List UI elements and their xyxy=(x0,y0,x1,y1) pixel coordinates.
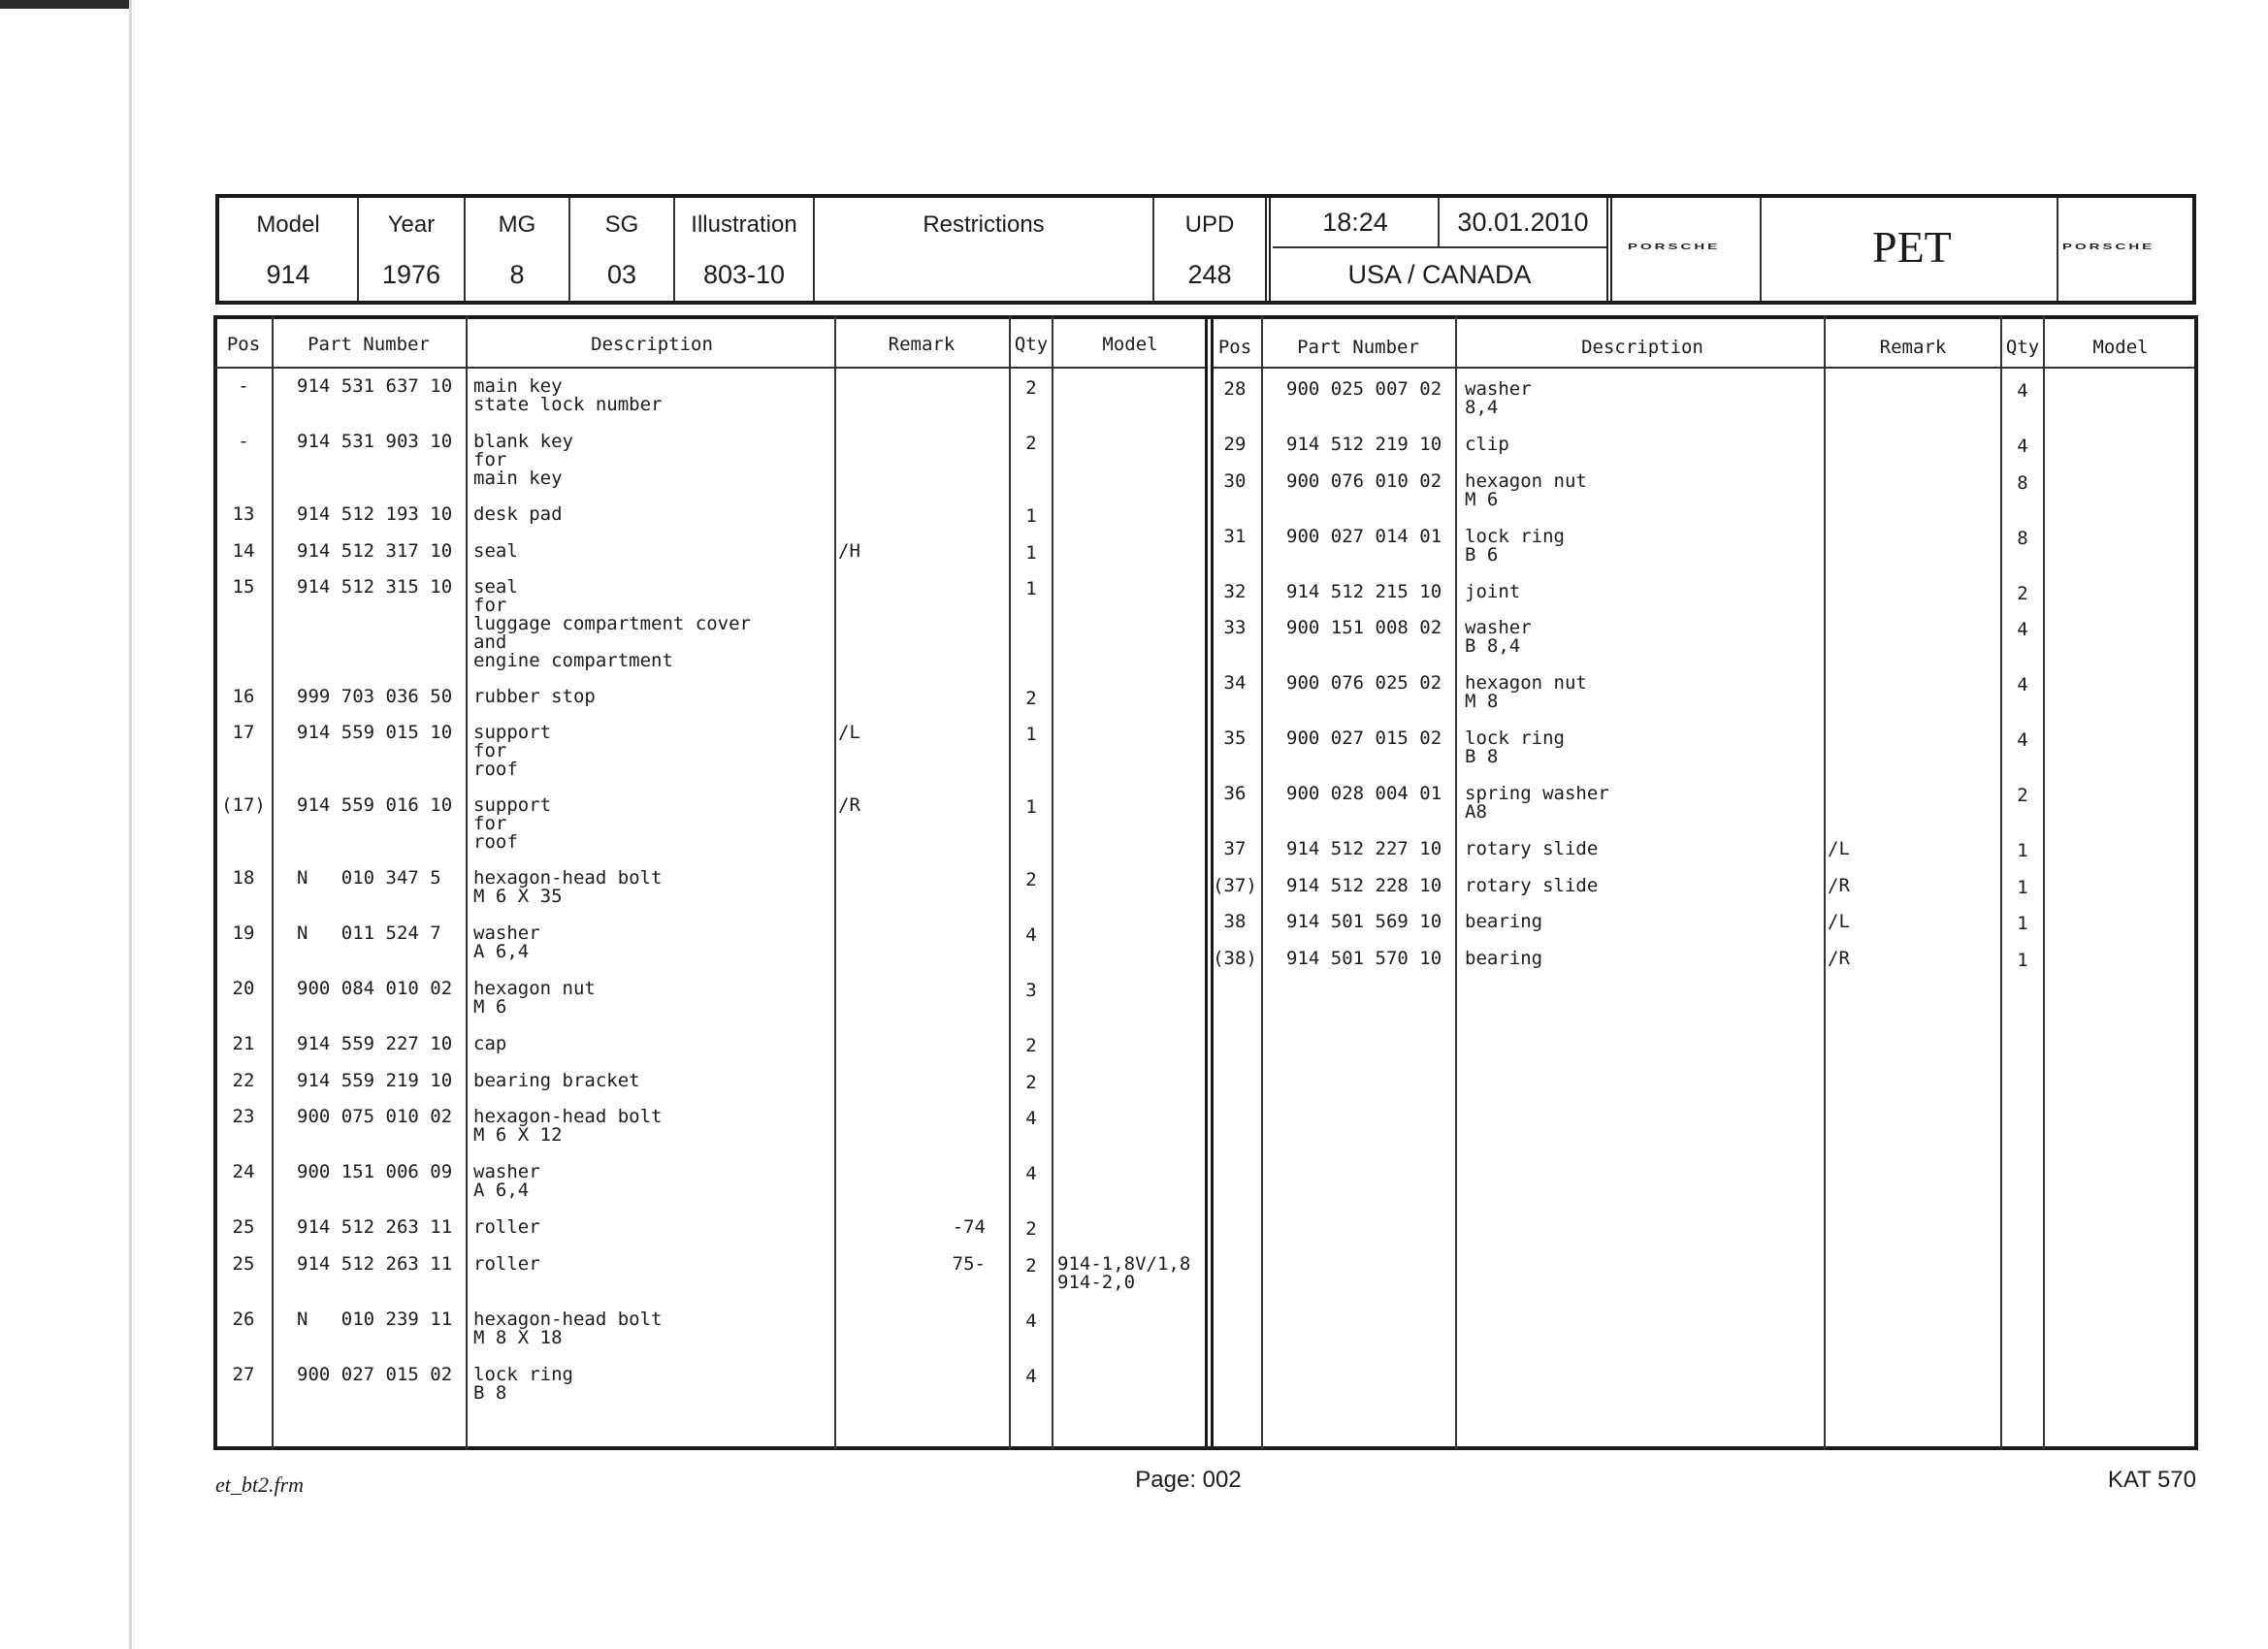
header-cell-year xyxy=(359,198,466,301)
cell-qty: 4 xyxy=(2017,619,2028,640)
left-column-header-remark: Remark xyxy=(888,334,956,355)
cell-pos: 16 xyxy=(232,685,255,707)
app-name: PET xyxy=(1872,222,1952,272)
illustration-value: 803-10 xyxy=(702,260,786,289)
time-value: 18:24 xyxy=(1322,208,1388,237)
header-cell-mg xyxy=(466,198,570,301)
cell-model: 914-1,8V/1,8 914-2,0 xyxy=(1057,1252,1191,1293)
cell-part: 914 501 570 10 xyxy=(1286,947,1442,969)
table-row[interactable] xyxy=(0,377,2268,418)
left-column-header-description: Description xyxy=(591,334,713,355)
region-value: USA / CANADA xyxy=(1347,260,1532,289)
cell-pos: - xyxy=(238,431,249,452)
catalog-number: KAT 570 xyxy=(2107,1467,2196,1493)
cell-desc: hexagon nut M 6 xyxy=(1465,469,1587,510)
cell-part: 900 027 015 02 xyxy=(1286,728,1442,749)
sg-value: 03 xyxy=(606,260,637,289)
cell-part: 914 512 215 10 xyxy=(1286,580,1442,602)
right-column-header-description: Description xyxy=(1581,337,1703,358)
cell-pos: 27 xyxy=(232,1363,255,1385)
table-row[interactable] xyxy=(0,1108,2268,1145)
cell-pos: 34 xyxy=(1223,672,1247,694)
date-cell xyxy=(1440,198,1606,248)
cell-part: 999 703 036 50 xyxy=(297,685,453,707)
cell-qty: 4 xyxy=(1025,1365,1037,1387)
cell-pos: 25 xyxy=(232,1252,255,1275)
cell-qty: 1 xyxy=(1025,578,1037,599)
header-cell-upd xyxy=(1154,198,1271,301)
form-name: et_bt2.frm xyxy=(215,1472,305,1497)
cell-desc: roller xyxy=(473,1252,540,1275)
cell-desc: hexagon nut M 6 xyxy=(473,978,596,1018)
cell-desc: bearing bracket xyxy=(473,1069,640,1091)
cell-desc: seal for luggage compartment cover and engine compartment xyxy=(473,576,751,671)
cell-desc: rubber stop xyxy=(473,685,596,707)
cell-desc: hexagon-head bolt M 6 X 35 xyxy=(473,867,663,907)
header-cell-illustration xyxy=(675,198,815,301)
time-cell xyxy=(1273,198,1440,248)
cell-pos: 22 xyxy=(232,1069,255,1091)
cell-qty: 2 xyxy=(1025,1218,1037,1240)
cell-part: 900 151 006 09 xyxy=(297,1161,453,1182)
cell-desc: spring washer A8 xyxy=(1465,783,1609,823)
cell-part: 914 501 569 10 xyxy=(1286,911,1442,932)
column-header-rule xyxy=(215,367,1205,369)
cell-desc: washer B 8,4 xyxy=(1465,617,1532,657)
cell-part: 914 512 219 10 xyxy=(1286,434,1442,455)
cell-qty: 1 xyxy=(2017,876,2028,898)
column-header-rule xyxy=(1214,367,2194,369)
table-row[interactable] xyxy=(0,619,2268,656)
cell-part: 914 512 193 10 xyxy=(297,503,453,525)
date-value: 30.01.2010 xyxy=(1457,208,1589,237)
table-row[interactable] xyxy=(0,1363,2268,1404)
cell-part: 914 512 228 10 xyxy=(1286,874,1442,896)
cell-pos: (17) xyxy=(221,794,266,816)
cell-qty: 2 xyxy=(1025,433,1037,454)
cell-pos: 24 xyxy=(232,1161,255,1182)
header-cell-sg xyxy=(570,198,675,301)
cell-pos: 35 xyxy=(1223,728,1247,749)
cell-part: 900 076 010 02 xyxy=(1286,469,1442,492)
cell-part: 914 531 903 10 xyxy=(297,431,453,452)
cell-remark: /L xyxy=(838,722,860,743)
right-column-header-part-number: Part Number xyxy=(1297,337,1419,358)
table-row[interactable] xyxy=(0,1069,2268,1093)
cell-qty: 4 xyxy=(1025,924,1037,946)
right-column-header-qty: Qty xyxy=(2005,337,2040,358)
cell-desc: bearing xyxy=(1465,911,1543,932)
cell-desc: main key state lock number xyxy=(473,375,663,415)
cell-qty: 2 xyxy=(1025,377,1037,399)
cell-qty: 8 xyxy=(2017,527,2028,549)
cell-qty: 4 xyxy=(1025,1310,1037,1332)
cell-pos: 33 xyxy=(1223,617,1247,638)
cell-part: 900 076 025 02 xyxy=(1286,672,1442,694)
cell-desc: washer A 6,4 xyxy=(473,1161,540,1201)
header-cell-model xyxy=(219,198,359,301)
cell-pos: 31 xyxy=(1223,525,1247,547)
cell-pos: 37 xyxy=(1223,838,1247,859)
table-row[interactable] xyxy=(0,469,2268,510)
cell-qty: 2 xyxy=(1025,1071,1037,1093)
brand-logo-right-cell xyxy=(2057,198,2192,301)
cell-desc: washer A 6,4 xyxy=(473,922,540,962)
table-row[interactable] xyxy=(0,980,2268,1017)
cell-part: N 010 347 5 xyxy=(297,867,441,889)
cell-qty: 4 xyxy=(2017,729,2028,751)
porsche-logo-left: PORSCHE xyxy=(1628,242,1721,252)
table-row[interactable] xyxy=(0,525,2268,566)
cell-remark: 75- xyxy=(952,1252,986,1275)
cell-qty: 2 xyxy=(1025,687,1037,709)
cell-qty: 1 xyxy=(1025,796,1037,818)
cell-desc: lock ring B 8 xyxy=(1465,728,1565,767)
cell-qty: 2 xyxy=(2017,785,2028,806)
cell-pos: 29 xyxy=(1223,434,1247,455)
cell-part: 914 559 015 10 xyxy=(297,722,453,743)
cell-desc: hexagon-head bolt M 8 X 18 xyxy=(473,1308,663,1348)
model-value: 914 xyxy=(266,260,310,289)
left-column-header-part-number: Part Number xyxy=(308,334,430,355)
upd-label: UPD xyxy=(1184,211,1235,238)
cell-desc: lock ring B 8 xyxy=(473,1363,573,1404)
table-row[interactable] xyxy=(0,433,2268,457)
cell-desc: washer 8,4 xyxy=(1465,378,1532,418)
cell-qty: 2 xyxy=(1025,869,1037,890)
cell-desc: support for roof xyxy=(473,794,552,853)
cell-part: 914 531 637 10 xyxy=(297,375,453,397)
cell-pos: 25 xyxy=(232,1216,255,1238)
cell-pos: 26 xyxy=(232,1308,255,1330)
cell-desc: cap xyxy=(473,1033,507,1054)
cell-part: 914 512 263 11 xyxy=(297,1252,453,1275)
cell-remark: /R xyxy=(1828,874,1850,896)
cell-pos: 15 xyxy=(232,576,255,598)
cell-part: 914 512 317 10 xyxy=(297,539,453,562)
right-column-header-pos: Pos xyxy=(1217,337,1252,358)
table-row[interactable] xyxy=(0,580,2268,604)
year-label: Year xyxy=(387,211,436,238)
cell-part: 900 151 008 02 xyxy=(1286,617,1442,638)
upd-value: 248 xyxy=(1187,260,1232,289)
page-number: Page: 002 xyxy=(1135,1467,1242,1493)
left-column-header-model: Model xyxy=(1102,334,1158,355)
cell-desc: rotary slide xyxy=(1465,874,1599,896)
cell-pos: 28 xyxy=(1223,378,1247,400)
table-row[interactable] xyxy=(0,1310,2268,1347)
cell-desc: support for roof xyxy=(473,722,552,780)
cell-remark: -74 xyxy=(952,1216,986,1238)
cell-desc: lock ring B 6 xyxy=(1465,525,1565,566)
cell-qty: 2 xyxy=(1025,1254,1037,1277)
cell-pos: 17 xyxy=(232,722,255,743)
cell-part: 914 512 315 10 xyxy=(297,576,453,598)
cell-part: 914 559 227 10 xyxy=(297,1033,453,1054)
cell-qty: 8 xyxy=(2017,471,2028,494)
right-column-header-remark: Remark xyxy=(1879,337,1947,358)
cell-desc: roller xyxy=(473,1216,540,1238)
cell-part: 914 559 016 10 xyxy=(297,794,453,816)
cell-pos: (37) xyxy=(1213,874,1257,896)
cell-desc: hexagon-head bolt M 6 X 12 xyxy=(473,1106,663,1146)
cell-qty: 4 xyxy=(2017,436,2028,457)
table-row[interactable] xyxy=(0,947,2268,971)
cell-desc: clip xyxy=(1465,434,1509,455)
mg-value: 8 xyxy=(509,260,525,289)
catalog-header xyxy=(215,194,2196,305)
cell-qty: 3 xyxy=(1025,980,1037,1001)
cell-qty: 1 xyxy=(1025,505,1037,527)
cell-part: 914 512 263 11 xyxy=(297,1216,453,1238)
cell-pos: 21 xyxy=(232,1033,255,1054)
cell-qty: 2 xyxy=(1025,1035,1037,1056)
table-row[interactable] xyxy=(0,785,2268,822)
left-column-header-pos: Pos xyxy=(226,334,261,355)
cell-remark: /L xyxy=(1828,911,1850,932)
cell-qty: 4 xyxy=(1025,1108,1037,1129)
cell-pos: 19 xyxy=(232,922,255,944)
cell-pos: 38 xyxy=(1223,911,1247,932)
cell-pos: 32 xyxy=(1223,580,1247,602)
cell-desc: seal xyxy=(473,539,518,562)
cell-part: 914 512 227 10 xyxy=(1286,838,1442,859)
sg-label: SG xyxy=(604,211,639,238)
cell-pos: 14 xyxy=(232,539,255,562)
cell-remark: /L xyxy=(1828,838,1850,859)
session-info-block xyxy=(1273,198,1612,301)
cell-desc: bearing xyxy=(1465,947,1543,969)
cell-pos: 20 xyxy=(232,978,255,999)
restrictions-label: Restrictions xyxy=(923,211,1045,238)
table-row[interactable] xyxy=(0,729,2268,766)
cell-qty: 4 xyxy=(1025,1163,1037,1184)
cell-qty: 1 xyxy=(2017,913,2028,934)
table-row[interactable] xyxy=(0,1216,2268,1240)
cell-pos: (38) xyxy=(1213,947,1257,969)
cell-qty: 4 xyxy=(2017,674,2028,695)
illustration-label: Illustration xyxy=(691,211,797,238)
model-label: Model xyxy=(256,211,320,238)
cell-part: 914 559 219 10 xyxy=(297,1069,453,1091)
cell-part: N 010 239 11 xyxy=(297,1308,453,1330)
cell-qty: 1 xyxy=(2017,949,2028,971)
scan-edge-top xyxy=(0,0,131,9)
cell-pos: 30 xyxy=(1223,469,1247,492)
cell-remark: /R xyxy=(838,794,860,816)
cell-qty: 2 xyxy=(2017,582,2028,604)
cell-pos: 36 xyxy=(1223,783,1247,804)
cell-pos: 13 xyxy=(232,503,255,525)
table-row[interactable] xyxy=(0,1033,2268,1056)
cell-remark: /R xyxy=(1828,947,1850,969)
cell-qty: 1 xyxy=(1025,724,1037,745)
cell-part: 900 028 004 01 xyxy=(1286,783,1442,804)
table-row[interactable] xyxy=(0,1163,2268,1200)
cell-remark: /H xyxy=(838,539,860,562)
right-column-header-model: Model xyxy=(2092,337,2149,358)
cell-pos: 23 xyxy=(232,1106,255,1127)
cell-desc: rotary slide xyxy=(1465,838,1599,859)
cell-part: 900 027 015 02 xyxy=(297,1363,453,1385)
cell-qty: 1 xyxy=(2017,840,2028,861)
brand-block xyxy=(1618,198,2192,301)
header-cell-restrictions xyxy=(815,198,1154,301)
porsche-logo-right: PORSCHE xyxy=(2062,242,2155,252)
cell-part: 900 075 010 02 xyxy=(297,1106,453,1127)
table-row[interactable] xyxy=(0,1252,2268,1293)
cell-desc: desk pad xyxy=(473,503,563,525)
cell-qty: 4 xyxy=(2017,380,2028,402)
cell-part: 900 025 007 02 xyxy=(1286,378,1442,400)
year-value: 1976 xyxy=(381,260,441,289)
cell-pos: 18 xyxy=(232,867,255,889)
left-column-header-qty: Qty xyxy=(1014,334,1049,355)
mg-label: MG xyxy=(498,211,536,238)
cell-pos: - xyxy=(238,375,249,397)
cell-part: 900 084 010 02 xyxy=(297,978,453,999)
cell-desc: hexagon nut M 8 xyxy=(1465,672,1587,712)
table-row[interactable] xyxy=(0,838,2268,861)
cell-desc: joint xyxy=(1465,580,1521,602)
cell-qty: 1 xyxy=(1025,541,1037,564)
table-row[interactable] xyxy=(0,674,2268,711)
cell-desc: blank key for main key xyxy=(473,431,573,489)
cell-part: 900 027 014 01 xyxy=(1286,525,1442,547)
cell-part: N 011 524 7 xyxy=(297,922,441,944)
brand-logo-left-cell xyxy=(1618,198,1762,301)
